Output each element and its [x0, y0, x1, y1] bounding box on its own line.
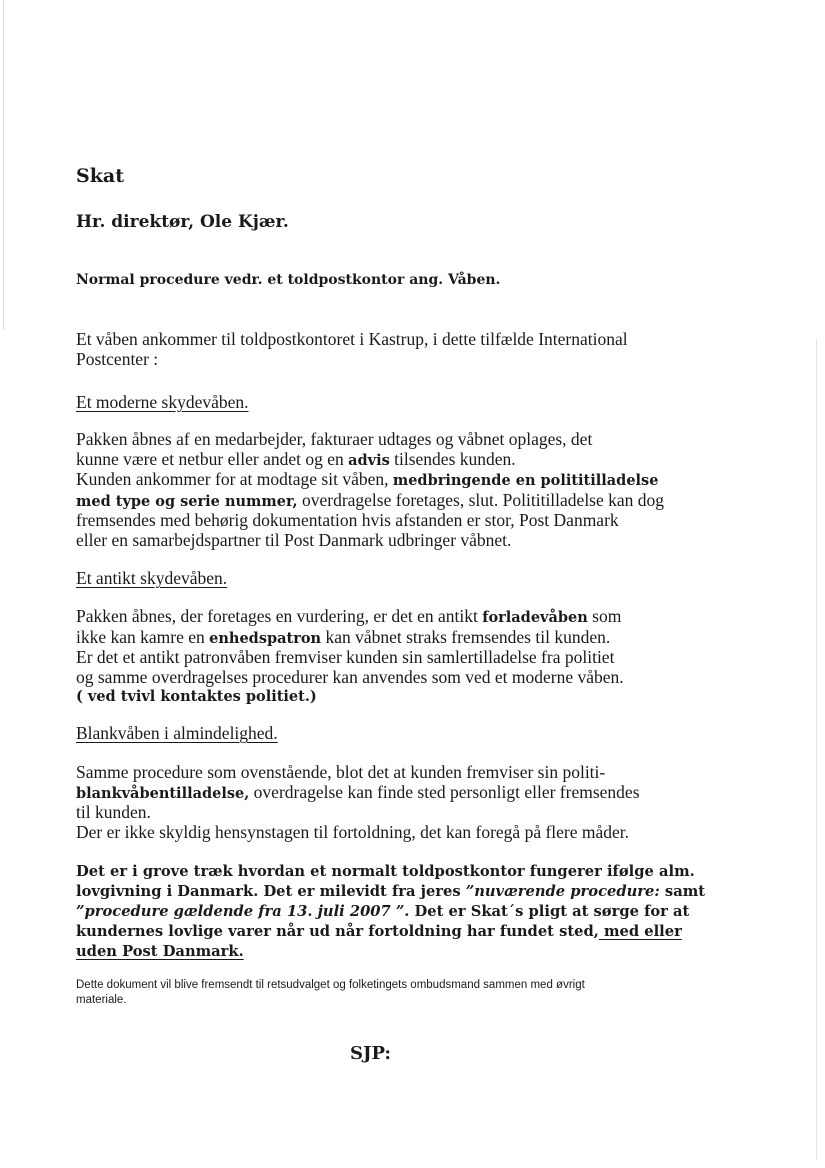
body-line: blankvåbentilladelse, overdragelse kan finde sted personligt eller fremsendes	[76, 781, 640, 802]
signature: SJP:	[350, 1043, 392, 1064]
scan-edge-mark	[816, 340, 817, 1160]
section-body-blade	[76, 763, 756, 842]
section-body-modern	[76, 430, 756, 550]
recipient-person: Hr. direktør, Ole Kjær.	[76, 212, 289, 232]
body-line: ikke kan kamre en enhedspatron kan våbnet straks fremsendes til kunden.	[76, 626, 611, 647]
intro-line: Et våben ankommer til toldpostkontoret i Kastrup, i dette tilfælde International	[76, 329, 628, 349]
body-line: til kunden.	[76, 802, 151, 822]
footnote-line: Dette dokument vil blive fremsendt til retsudvalget og folketingets ombudsmand sammen med øvrigt	[76, 979, 585, 991]
body-line: Der er ikke skyldig hensynstagen til fortoldning, det kan foregå på flere måder.	[76, 821, 630, 842]
body-line: og samme overdragelses procedurer kan anvendes som ved et moderne våben.	[76, 666, 624, 687]
body-line: ( ved tvivl kontaktes politiet.)	[76, 688, 317, 705]
intro-paragraph	[76, 330, 756, 369]
subject-line: Normal procedure vedr. et toldpostkontor ang. Våben.	[76, 272, 501, 288]
body-line: eller en samarbejdspartner til Post Danmark udbringer våbnet.	[76, 529, 512, 550]
footnote	[76, 978, 716, 1008]
body-line: fremsendes med behørig dokumentation hvis afstanden er stor, Post Danmark	[76, 510, 619, 530]
conclusion-line: lovgivning i Danmark. Det er milevidt fra jeres ”nuværende procedure: samt	[76, 883, 706, 900]
body-line: Pakken åbnes af en medarbejder, fakturaer udtages og våbnet oplages, det	[76, 429, 593, 449]
scan-edge-mark	[3, 0, 4, 330]
section-title-antique: Et antikt skydevåben.	[76, 568, 228, 588]
conclusion-line: kundernes lovlige varer når ud når fortoldning har fundet sted, med eller	[76, 923, 682, 940]
conclusion-line: ”procedure gældende fra 13. juli 2007 ”. Det er Skat´s pligt at sørge for at	[76, 903, 690, 920]
conclusion-paragraph	[76, 862, 766, 962]
body-line: kunne være et netbur eller andet og en advis tilsendes kunden.	[76, 448, 516, 469]
footnote-line: materiale.	[76, 994, 127, 1006]
body-line: Kunden ankommer for at modtage sit våben, medbringende en polititilladelse	[76, 469, 659, 489]
section-body-antique	[76, 607, 756, 707]
body-line: Er det et antikt patronvåben fremviser kunden sin samlertilladelse fra politiet	[76, 647, 615, 667]
conclusion-line: uden Post Danmark.	[76, 943, 244, 960]
body-line: med type og serie nummer, overdragelse foretages, slut. Polititilladelse kan dog	[76, 489, 665, 510]
conclusion-line: Det er i grove træk hvordan et normalt toldpostkontor fungerer ifølge alm.	[76, 863, 695, 880]
section-title-blade: Blankvåben i almindelighed.	[76, 723, 278, 743]
section-title-modern: Et moderne skydevåben.	[76, 392, 249, 412]
recipient-org: Skat	[76, 165, 124, 187]
body-line: Samme procedure som ovenstående, blot det at kunden fremviser sin politi-	[76, 762, 606, 782]
body-line: Pakken åbnes, der foretages en vurdering, er det en antikt forladevåben som	[76, 606, 622, 626]
intro-line: Postcenter :	[76, 348, 159, 369]
